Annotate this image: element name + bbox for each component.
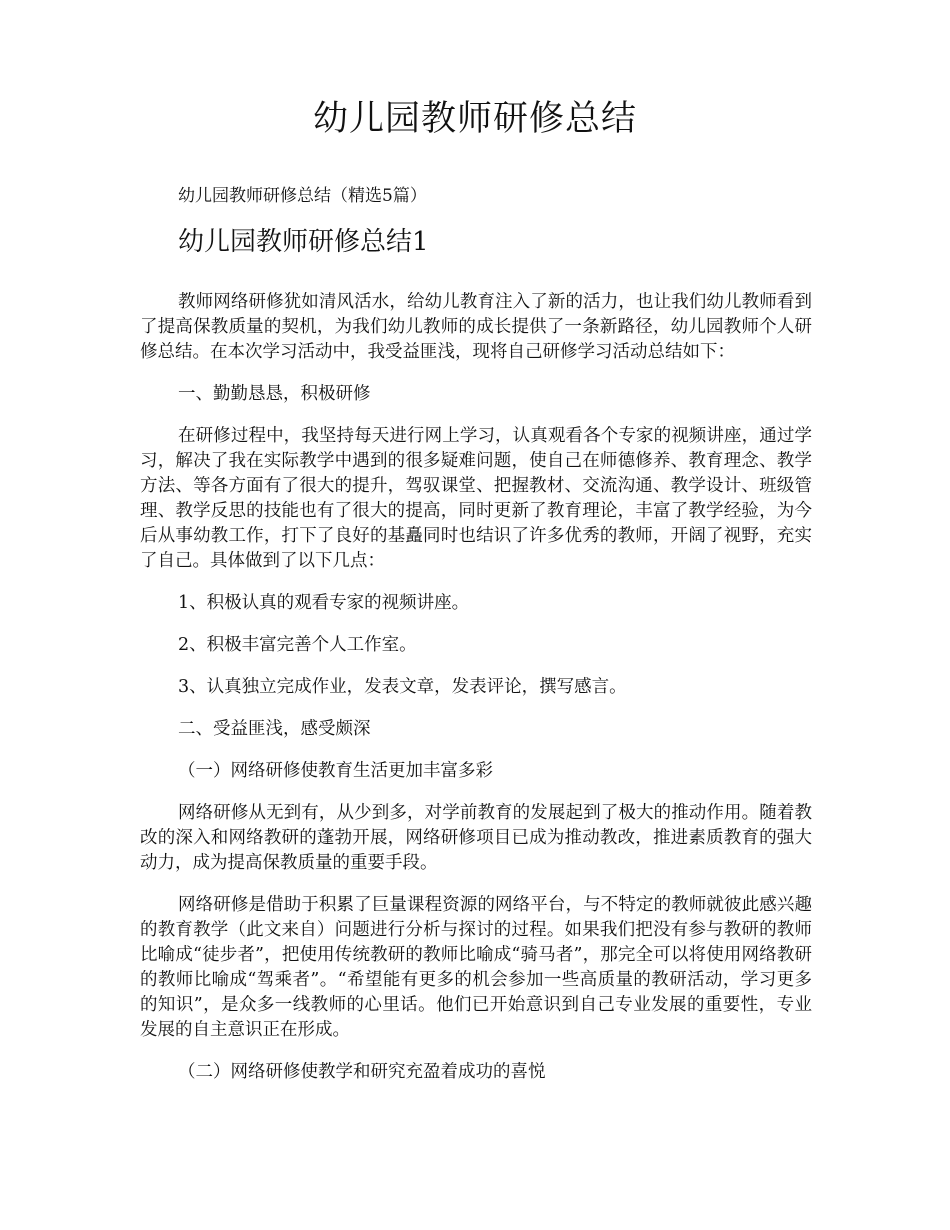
list-item-2: 2、积极丰富完善个人工作室。: [178, 635, 417, 655]
heading-part-two: 二、受益匪浅，感受颇深: [178, 719, 371, 739]
paragraph-intro: 教师网络研修犹如清风活水，给幼儿教育注入了新的活力，也让我们幼儿教师看到了提高保教质量的契机，为我们幼儿教师的成长提供了一条新路径，幼儿园教师个人研修总结。在本次学习活动中，我受益匪浅，现将自己研修学习活动总结如下：: [140, 292, 812, 362]
subheading-two: （二）网络研修使教学和研究充盈着成功的喜悦: [178, 1062, 546, 1082]
paragraph-study-process: 在研修过程中，我坚持每天进行网上学习，认真观看各个专家的视频讲座，通过学习，解决了我在实际教学中遇到的很多疑难问题，使自己在师德修养、教育理念、教学方法、等各方面有了很大的提升，驾驭课堂、把握教材、交流沟通、教学设计、班级管理、教学反思的技能也有了很大的提高，同时更新了教育理论，丰富了教学经验，为今后从事幼教工作，打下了良好的基矗同时也结识了许多优秀的教师，开阔了视野，充实了自己。具体做到了以下几点：: [140, 426, 812, 571]
document-subtitle: 幼儿园教师研修总结（精选5篇）: [178, 186, 427, 206]
paragraph-network-platform: 网络研修是借助于积累了巨量课程资源的网络平台，与不特定的教师就彼此感兴趣的教育教学（此文来自）问题进行分析与探讨的过程。如果我们把没有参与教研的教师比喻成“徒步者”，把使用传统教研的教师比喻成“骑马者”，那完全可以将使用网络教研的教师比喻成“驾乘者”。“希望能有更多的机会参加一些高质量的教研活动，学习更多的知识”，是众多一线教师的心里话。他们已开始意识到自己专业发展的重要性，专业发展的自主意识正在形成。: [140, 895, 812, 1040]
list-item-1: 1、积极认真的观看专家的视频讲座。: [178, 593, 470, 613]
document-body: [140, 290, 812, 1102]
subheading-one: （一）网络研修使教育生活更加丰富多彩: [178, 761, 493, 781]
page-title: 幼儿园教师研修总结: [312, 99, 637, 139]
list-item-3: 3、认真独立完成作业，发表文章，发表评论，撰写感言。: [178, 677, 627, 697]
heading-part-one: 一、勤勤恳恳，积极研修: [178, 384, 371, 404]
section-heading: 幼儿园教师研修总结1: [178, 227, 429, 257]
paragraph-network-development: 网络研修从无到有，从少到多，对学前教育的发展起到了极大的推动作用。随着教改的深入和网络教研的蓬勃开展，网络研修项目已成为推动教改，推进素质教育的强大动力，成为提高保教质量的重要手段。: [140, 803, 812, 873]
